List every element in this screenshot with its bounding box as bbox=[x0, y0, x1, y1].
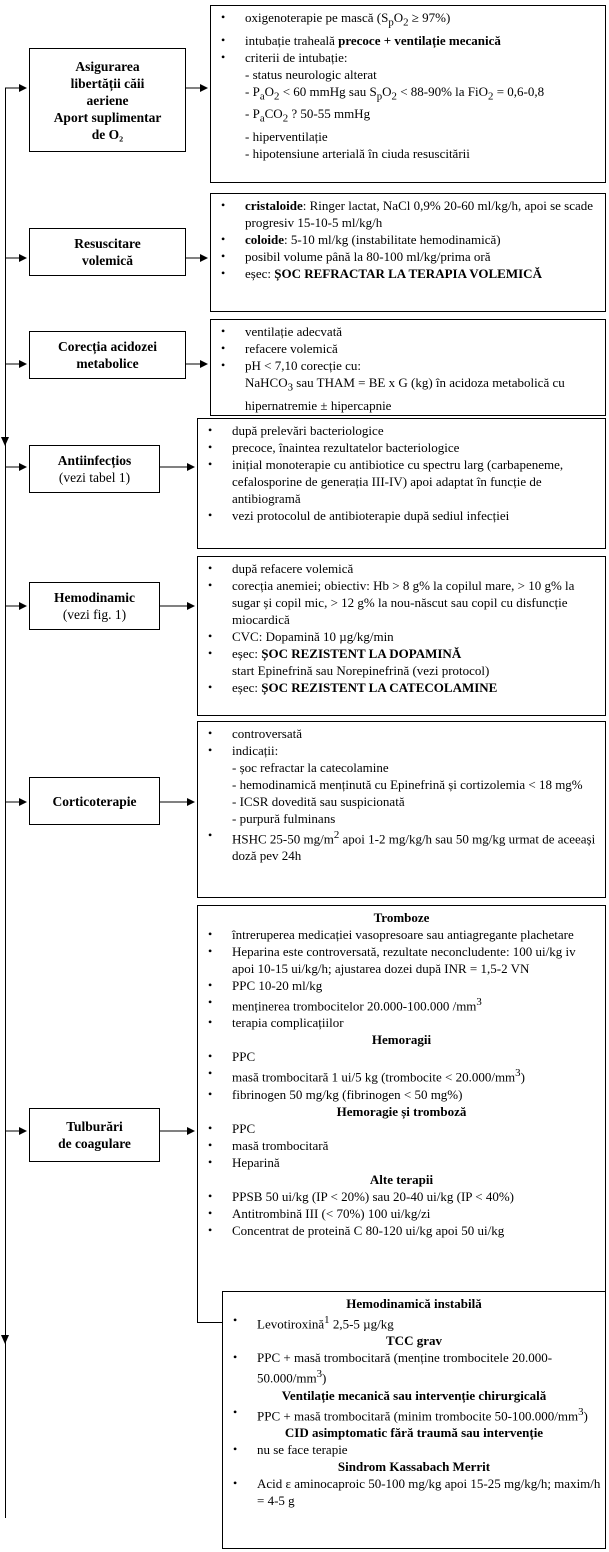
bullet-item: • precoce, înaintea rezultatelor bacteriologice bbox=[202, 439, 601, 456]
section-heading: Hemoragii bbox=[371, 1032, 432, 1048]
bullet-item: • PPC bbox=[202, 1120, 601, 1137]
bullet-item: • vezi protocolul de antibioterapie după sediul infecției bbox=[202, 507, 601, 524]
bullet-item: • oxigenoterapie pe mască $(S_pO_2 \ge 97\%)$ bbox=[215, 9, 601, 32]
bullet-item: • Antitrombină III (< 70%) 100 ui/kg/zi bbox=[202, 1205, 601, 1222]
section-heading: Alte terapii bbox=[369, 1171, 434, 1187]
step-volume-line-2: volemică bbox=[82, 253, 133, 268]
bullet-list bbox=[227, 1404, 601, 1424]
bullet-list bbox=[215, 9, 601, 66]
bullet-list bbox=[202, 679, 601, 696]
panel-coagulation bbox=[197, 905, 606, 1323]
panel-corticotherapy bbox=[197, 721, 606, 898]
step-hemodynamic-line-1: Hemodinamic bbox=[54, 590, 135, 605]
bullet-list bbox=[202, 827, 601, 864]
bullet-list bbox=[202, 422, 601, 524]
bullet-item: • ventilație adecvată bbox=[215, 323, 601, 340]
bullet-item: • PPC + masă trombocitară (minim trombocite $50-100.000/mm^3$) bbox=[227, 1404, 601, 1424]
step-acidosis-line-1: Corecția acidozei bbox=[57, 339, 158, 354]
step-corticotherapy bbox=[29, 777, 160, 825]
bullet-item: • PPC 10-20 ml/kg bbox=[202, 977, 601, 994]
bullet-list bbox=[202, 1120, 601, 1171]
step-corticotherapy-line-1: Corticoterapie bbox=[52, 793, 137, 809]
bullet-item: • fibrinogen 50 mg/kg (fibrinogen < 50 mg%) bbox=[202, 1086, 601, 1103]
panel-antiinfective bbox=[197, 418, 606, 549]
bullet-item: • Concentrat de proteină C 80-120 ui/kg apoi 50 ui/kg bbox=[202, 1222, 601, 1239]
bullet-item: • Acid ε aminocaproic 50-100 mg/kg apoi 15-25 mg/kg/h; maxim/h = 4-5 g bbox=[227, 1475, 601, 1509]
step-airway-line-4: Aport suplimentar bbox=[53, 109, 162, 125]
section-heading: Hemodinamică instabilă bbox=[346, 1296, 482, 1311]
sub-item: - hemodinamică menținută cu Epinefrină și cortizolemia < 18 mg% bbox=[232, 777, 583, 792]
panel-hemodynamic bbox=[197, 556, 606, 716]
bullet-item: • indicații: bbox=[202, 742, 601, 759]
bullet-item: • Heparină bbox=[202, 1154, 601, 1171]
step-antiinfective bbox=[29, 445, 160, 493]
bullet-item: • PPSB 50 ui/kg (IP < 20%) sau 20-40 ui/kg (IP < 40%) bbox=[202, 1188, 601, 1205]
sub-item: - status neurologic alterat bbox=[245, 66, 377, 82]
bullet-item: • masă trombocitară bbox=[202, 1137, 601, 1154]
bullet-item: • PPC bbox=[202, 1048, 601, 1065]
section-heading: Sindrom Kassabach Merrit bbox=[337, 1458, 491, 1474]
bullet-item: • CVC: Dopamină 10 µg/kg/min bbox=[202, 628, 601, 645]
step-acidosis bbox=[29, 331, 186, 379]
step-airway-line-2: libertății căii bbox=[70, 75, 145, 91]
step-airway-line-3: aeriene bbox=[86, 92, 129, 108]
step-coagulation-line-1: Tulburări bbox=[66, 1119, 123, 1134]
step-volume bbox=[29, 228, 186, 276]
bullet-item: • Levotiroxină$^1$ 2,5-5 µg/kg bbox=[227, 1312, 601, 1332]
section-heading: Ventilație mecanică sau intervenție chirurgicală bbox=[281, 1387, 547, 1403]
step-acidosis-line-2: metabolice bbox=[76, 356, 139, 371]
bullet-item: • criterii de intubație: bbox=[215, 49, 601, 66]
bullet-item: • eșec: ȘOC REFRACTAR LA TERAPIA VOLEMICĂ bbox=[215, 265, 601, 282]
bullet-list bbox=[202, 1048, 601, 1102]
sub-item: - purpură fulminans bbox=[232, 811, 336, 826]
panel-acidosis bbox=[210, 319, 606, 416]
bullet-list bbox=[227, 1441, 601, 1458]
bullet-item: • eșec: ȘOC REZISTENT LA CATECOLAMINE bbox=[202, 679, 601, 696]
bullet-item: • nu se face terapie bbox=[227, 1441, 601, 1458]
section-heading: Tromboze bbox=[373, 910, 430, 925]
sub-item: NaHCO$_3$ sau THAM = BE x G (kg) în acidoza metabolică cu hipernatremie ± hipercapnie bbox=[245, 375, 565, 413]
step-antiinfective-line-1: Antiinfecțios bbox=[57, 453, 132, 468]
sub-item: - șoc refractar la catecolamine bbox=[232, 760, 389, 775]
bullet-list bbox=[202, 926, 601, 1031]
bullet-item: • întreruperea medicației vasopresoare sau antiagregante plachetare bbox=[202, 926, 601, 943]
step-antiinfective-ref: (vezi tabel 1) bbox=[58, 470, 131, 485]
section-heading: TCC grav bbox=[386, 1333, 442, 1349]
bullet-list bbox=[227, 1475, 601, 1509]
sub-item: - hiperventilație bbox=[245, 128, 328, 144]
bullet-item: • controversată bbox=[202, 725, 601, 742]
bullet-item: • Heparina este controversată, rezultate neconcludente: 100 ui/kg iv apoi 10-15 ui/kg/h; ajustarea dozei după INR = 1,5-2 VN bbox=[202, 943, 601, 977]
bullet-item: • corecția anemiei; obiectiv: Hb > 8 g% la copilul mare, > 10 g% la sugar și copil mic, > 12 g% la nou-născut sau copil cu disfuncție miocardică bbox=[202, 577, 601, 628]
bullet-list bbox=[202, 725, 601, 759]
panel-volume bbox=[210, 193, 606, 312]
bullet-item: • coloide: 5-10 ml/kg (instabilitate hemodinamică) bbox=[215, 231, 601, 248]
step-coagulation bbox=[29, 1108, 160, 1162]
sub-item: - $P_aCO_2$ ? 50-55 mmHg bbox=[245, 106, 371, 125]
bullet-item: • posibil volume până la 80-100 ml/kg/prima oră bbox=[215, 248, 601, 265]
bullet-list bbox=[202, 1188, 601, 1239]
bullet-list bbox=[215, 197, 601, 282]
sub-item: - $P_aO_2 < 60$ mmHg sau $S_pO_2 < 88-90\%$ la FiO$_2$ = 0,6-0,8 bbox=[245, 83, 545, 103]
bullet-list bbox=[227, 1312, 601, 1332]
bullet-list bbox=[227, 1349, 601, 1386]
bullet-item: • pH < 7,10 corecție cu: bbox=[215, 357, 601, 374]
step-coagulation-line-2: de coagulare bbox=[58, 1136, 131, 1151]
bullet-item: • PPC + masă trombocitară (menține trombocitele $20.000-50.000/mm^3$) bbox=[227, 1349, 601, 1386]
bullet-item: • refacere volemică bbox=[215, 340, 601, 357]
bullet-item: • terapia complicațiilor bbox=[202, 1014, 601, 1031]
bullet-item: • după prelevări bacteriologice bbox=[202, 422, 601, 439]
panel-coagulation-continued bbox=[222, 1291, 606, 1549]
sub-item: start Epinefrină sau Norepinefrină (vezi protocol) bbox=[232, 663, 490, 678]
panel-airway bbox=[210, 5, 606, 183]
bullet-item: • menținerea trombocitelor 20.000-100.000 $/mm^3$ bbox=[202, 994, 601, 1014]
step-volume-line-1: Resuscitare bbox=[74, 236, 141, 251]
step-airway-line-5: de O₂ bbox=[91, 126, 124, 142]
sub-item: - hipotensiune arterială în ciuda resuscitării bbox=[245, 145, 470, 161]
bullet-item: • cristaloide: Ringer lactat, NaCl 0,9% 20-60 ml/kg/h, apoi se scade progresiv 15-10-5 ml/kg/h bbox=[215, 197, 601, 231]
main-flow-line bbox=[5, 88, 6, 1518]
sub-item: - ICSR dovedită sau suspicionată bbox=[232, 794, 405, 809]
bullet-list bbox=[215, 323, 601, 374]
bullet-item: • inițial monoterapie cu antibiotice cu spectru larg (carbapeneme, cefalosporine de generația III-IV) apoi adaptat în funcție de antibiogramă bbox=[202, 456, 601, 507]
bullet-item: • HSHC 25-50 $mg/m^2$ apoi 1-2 mg/kg/h sau 50 mg/kg urmat de aceeași doză pev 24h bbox=[202, 827, 601, 864]
step-hemodynamic-ref: (vezi fig. 1) bbox=[62, 607, 127, 622]
section-heading: Hemoragie și tromboză bbox=[336, 1103, 467, 1119]
bullet-item: • masă trombocitară 1 ui/5 kg (trombocite < $20.000/mm^3$) bbox=[202, 1065, 601, 1085]
step-airway bbox=[29, 48, 186, 152]
section-heading: CID asimptomatic fără traumă sau intervenție bbox=[284, 1424, 544, 1440]
bullet-item: • după refacere volemică bbox=[202, 560, 601, 577]
step-hemodynamic bbox=[29, 582, 160, 630]
bullet-item: • intubație traheală precoce + ventilație mecanică bbox=[215, 32, 601, 49]
bullet-list bbox=[202, 560, 601, 662]
step-airway-line-1: Asigurarea bbox=[75, 58, 140, 74]
bullet-item: • eșec: ȘOC REZISTENT LA DOPAMINĂ bbox=[202, 645, 601, 662]
